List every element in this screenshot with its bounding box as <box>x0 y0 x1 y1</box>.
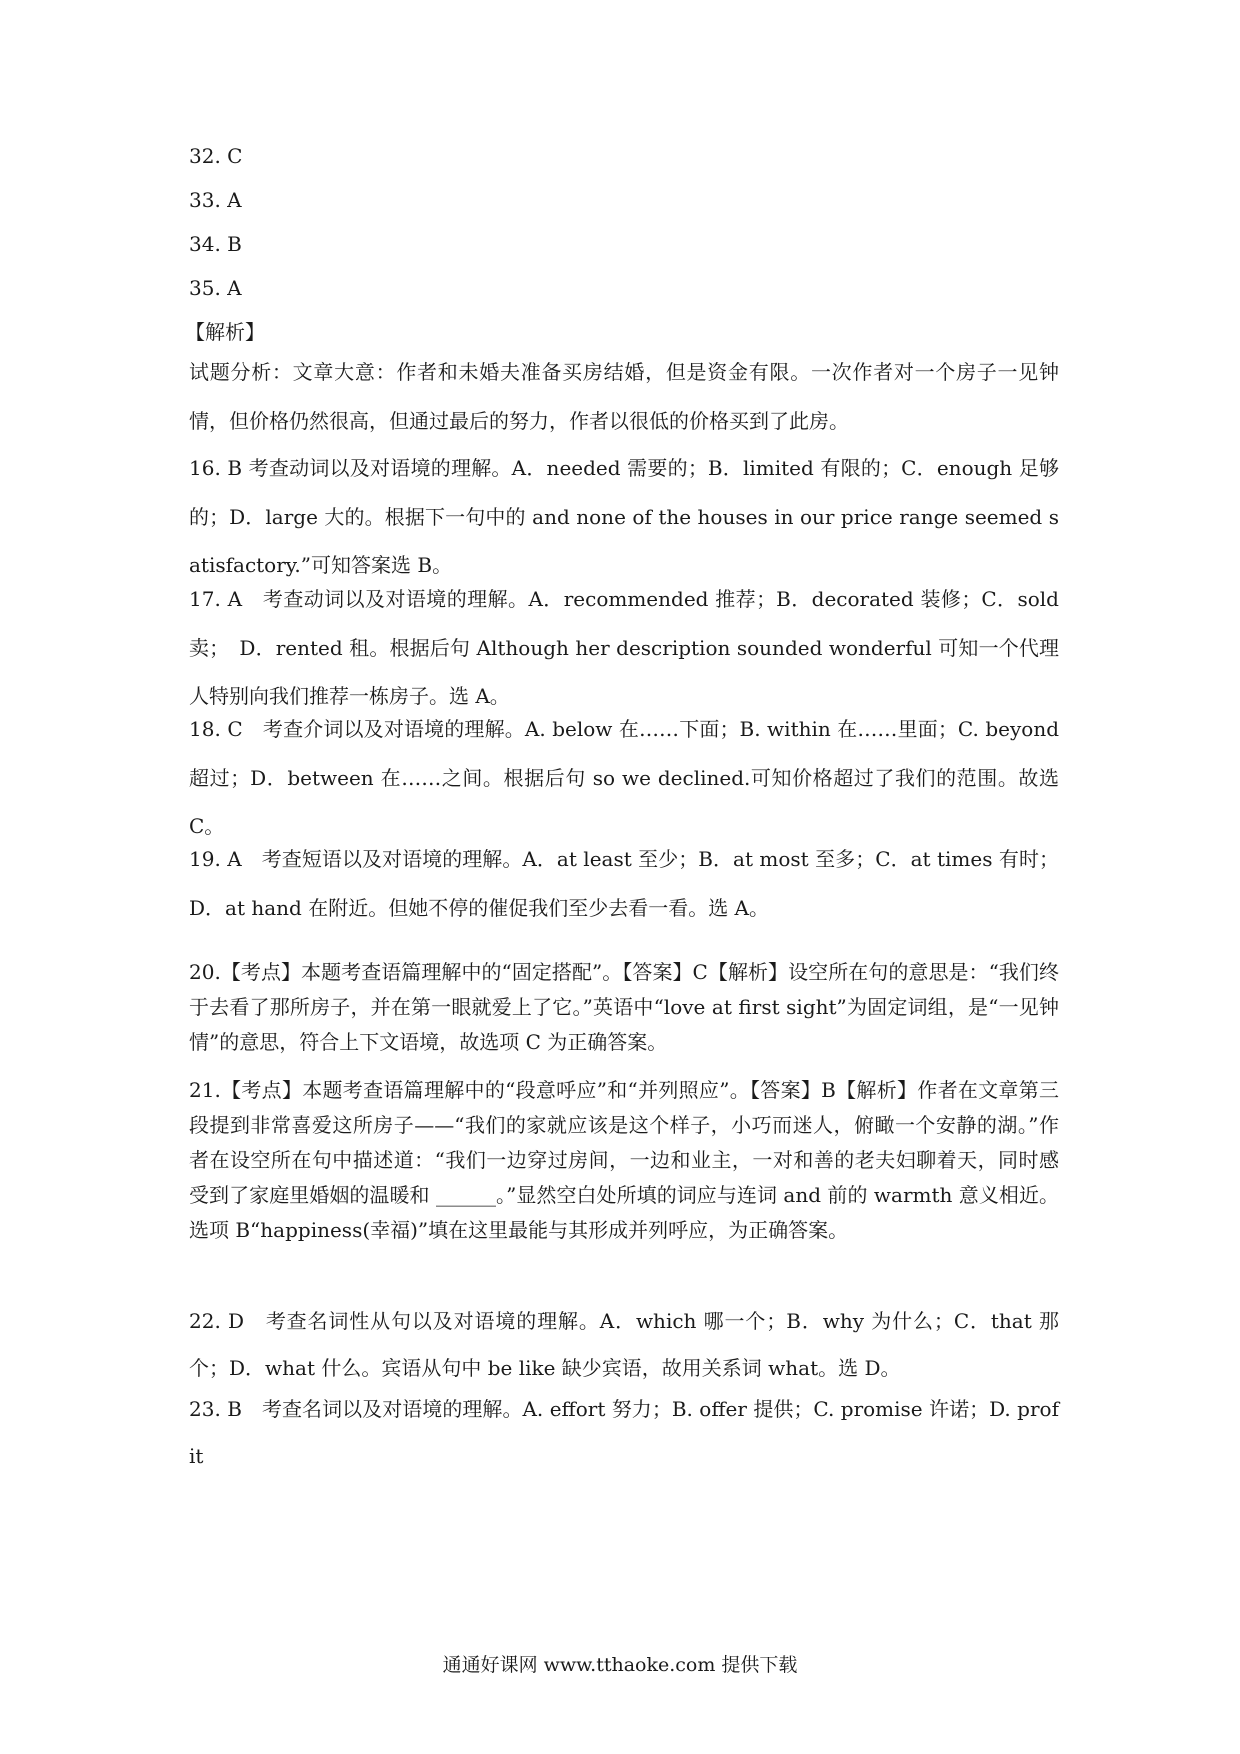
answer-33: 33. A <box>189 188 242 212</box>
explanation-20: 20.【考点】本题考查语篇理解中的“固定搭配”。【答案】C【解析】设空所在句的意思是：“我们终于去看了那所房子，并在第一眼就爱上了它。”英语中“love at first sight”为固定词组，是“一见钟情”的意思，符合上下文语境，故选项 C 为正确答案。 <box>189 960 1059 1054</box>
explanation-16: 16. B 考查动词以及对语境的理解。A．needed 需要的；B．limited 有限的；C．enough 足够的；D．large 大的。根据下一句中的 and none of the houses in our price range seemed satisfactory.”可知答案选 B。 <box>189 456 1059 577</box>
article-summary: 试题分析：文章大意：作者和未婚夫准备买房结婚，但是资金有限。一次作者对一个房子一见钟情，但价格仍然很高，但通过最后的努力，作者以很低的价格买到了此房。 <box>189 360 1059 433</box>
answer-34: 34. B <box>189 232 242 256</box>
explanation-17: 17. A 考查动词以及对语境的理解。A．recommended 推荐；B．decorated 装修；C．sold 卖； D．rented 租。根据后句 Although her description sounded wonderful 可知一个代理人特别向我们推荐一栋房子。选 A。 <box>189 587 1059 708</box>
explanation-19: 19. A 考查短语以及对语境的理解。A．at least 至少；B．at most 至多；C．at times 有时；D．at hand 在附近。但她不停的催促我们至少去看一看。选 A。 <box>189 847 1059 920</box>
analysis-heading: 【解析】 <box>185 320 265 344</box>
page-footer: 通通好课网 www.tthaoke.com 提供下载 <box>442 1654 798 1676</box>
explanation-22: 22. D 考查名词性从句以及对语境的理解。A．which 哪一个；B．why 为什么；C．that 那个；D．what 什么。宾语从句中 be like 缺少宾语，故用关系词 what。选 D。 <box>189 1309 1059 1380</box>
answer-32: 32. C <box>189 144 243 168</box>
explanation-21: 21.【考点】本题考查语篇理解中的“段意呼应”和“并列照应”。【答案】B【解析】作者在文章第三段提到非常喜爱这所房子——“我们的家就应该是这个样子，小巧而迷人，俯瞰一个安静的湖。”作者在设空所在句中描述道：“我们一边穿过房间，一边和业主，一对和善的老夫妇聊着天，同时感受到了家庭里婚姻的温暖和 ______。”显然空白处所填的词应与连词 and 前的 warmth 意义相近。选项 B“happiness(幸福)”填在这里最能与其形成并列呼应，为正确答案。 <box>189 1078 1059 1242</box>
explanation-23: 23. B 考查名词以及对语境的理解。A. effort 努力；B. offer 提供；C. promise 许诺；D. profit <box>189 1397 1059 1468</box>
answer-35: 35. A <box>189 276 242 300</box>
explanation-18: 18. C 考查介词以及对语境的理解。A. below 在……下面；B. within 在……里面；C. beyond 超过；D．between 在……之间。根据后句 so we declined.可知价格超过了我们的范围。故选 C。 <box>189 717 1059 838</box>
